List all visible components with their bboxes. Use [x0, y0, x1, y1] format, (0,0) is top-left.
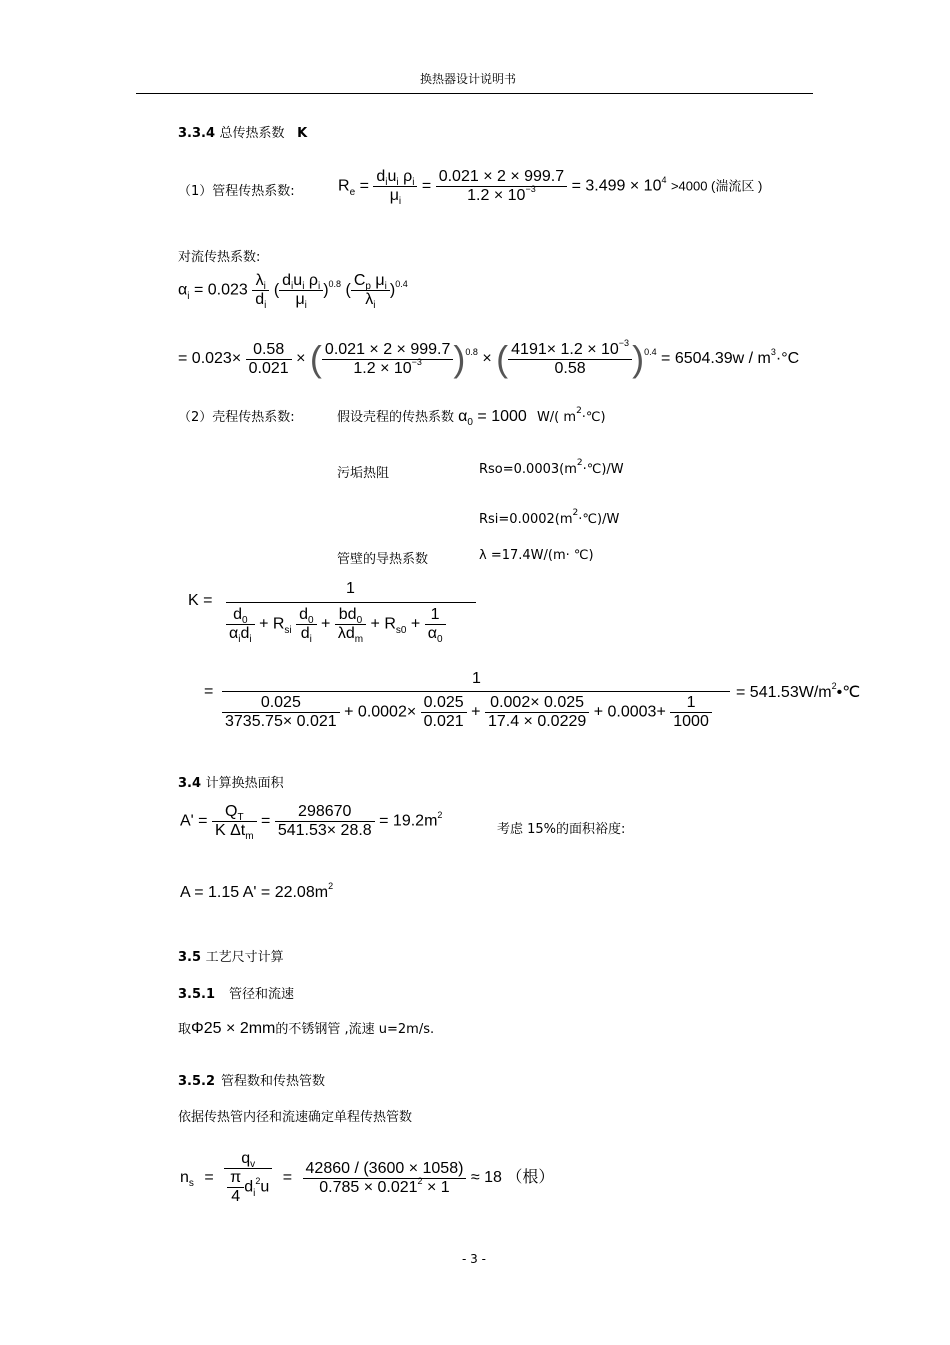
tube-count-formula: $n_s$ = $q_v$ $\frac{\pi}{4}$ $d_i^2u$ = $\frac{42860 / (3600 \times 1058)}{0.785 \times 0.021^2 \times 1}$ ≈ 18 （根） [180, 1150, 555, 1205]
section-3-5-heading: 3.5 工艺尺寸计算 [178, 950, 284, 965]
k-fraction-bar [226, 602, 476, 603]
section-title: 总传热系数 [219, 126, 285, 141]
tube-side-label: （1）管程传热系数: [178, 184, 295, 199]
alpha-i-numeric: = 0.023× $\frac{0.58}{0.021}$ × ( $\frac{0.021 \times 2 \times 999.7}{1.2 \times 10^{-3}}$ )$^{0.8}$ × ( $\frac{4191\times 1.2 \times 10^{-3}}{0.58}$ )$^{0.4} = 6504.39w / m^3\cdot^\circ C$ [178, 337, 800, 379]
page-header-title: 换热器设计说明书 [420, 72, 517, 86]
alpha-i-formula: $\alpha_i = 0.023$ $\frac{\lambda_i}{d_i}$ ( $\frac{d_iu_i \rho_i}{\mu_i}$ )$^{0.8}$ ( $\frac{C_p \mu_i}{\lambda_i}$ )$^{0.4}$ [178, 272, 408, 311]
area-formula: A' = $\frac{Q_T}{K \Delta t_m}$ = $\frac{298670}{541.53\times 28.8}$ = $19.2m^2$ [180, 803, 443, 842]
section-symbol: K [297, 126, 308, 141]
re-symbol: R [338, 177, 350, 195]
tube-spec-text: 取Φ25 × 2mm的不锈钢管 ,流速 u=2m/s. [178, 1020, 435, 1037]
section-3-5-1-heading: 3.5.1 管径和流速 [178, 987, 295, 1002]
rsi-value: $Rsi=0.0002(m^2\cdot℃)/W$ [479, 508, 620, 527]
rso-value: $Rso=0.0003(m^2\cdot℃)/W$ [479, 458, 624, 477]
area-margin-note: 考虑 15%的面积裕度: [497, 822, 626, 837]
re-result: = 3.499 × 10 [571, 177, 662, 195]
wall-conductivity-value: λ =17.4W/(m· ℃) [479, 548, 594, 563]
re-definition-fraction: $\frac{d_iu_i \rho_i}{\mu_i}$ [373, 168, 417, 205]
re-regime: >4000 (湍流区 ) [670, 178, 763, 194]
kvalue-result: = $541.53W/m^2•℃$ [736, 681, 861, 701]
section-3-3-4-heading [178, 122, 307, 141]
page-number: - 3 - [462, 1252, 486, 1266]
shell-assumption: 假设壳程的传热系数 $\alpha_0 = 1000$ W/( $m^2\cdot℃$) [337, 406, 606, 428]
k-numerator: 1 [346, 580, 355, 597]
re-subscript: e [349, 186, 356, 198]
kvalue-numerator: 1 [472, 670, 481, 687]
wall-conductivity-label: 管壁的导热系数 [337, 552, 429, 567]
k-denominator: $\frac{d_0}{\alpha_id_i}$ + $R_{si}$ $\frac{d_0}{d_i}$ + $\frac{bd_0}{\lambda d_m}$ + $R_{s0}$ + $\frac{1}{\alpha_0}$ [226, 606, 446, 643]
section-number: 3.3.4 [178, 126, 216, 141]
re-value-fraction: $\frac{0.021 \times 2 \times 999.7}{1.2 \times 10^{-3}}$ [436, 168, 567, 205]
section-3-5-2-heading: 3.5.2 管程数和传热管数 [178, 1074, 326, 1089]
area-final: A = 1.15 $A' = 22.08m^2$ [180, 881, 334, 901]
shell-side-label: （2）壳程传热系数: [178, 410, 295, 425]
kvalue-fraction-bar [222, 691, 730, 692]
k-symbol: K = [188, 592, 213, 609]
header-rule [136, 93, 813, 94]
fouling-label: 污垢热阻 [337, 466, 390, 481]
kvalue-eq: = [204, 683, 214, 700]
section-3-4-heading: 3.4 计算换热面积 [178, 776, 284, 791]
reynolds-formula: $R_e$ = $\frac{d_iu_i \rho_i}{\mu_i}$ = $\frac{0.021 \times 2 \times 999.7}{1.2 \times 10^{-3}}$ = $3.499 \times 10^4 >4000$ (湍流区 ) [338, 168, 763, 207]
convection-label: 对流传热系数: [178, 250, 261, 265]
kvalue-denominator: $\frac{0.025}{3735.75\times 0.021}$ + 0.0002× $\frac{0.025}{0.021}$ + $\frac{0.002\times 0.025}{17.4 \times 0.0229}$ + 0.0003+ $\frac{1}{1000}$ [222, 694, 712, 731]
tube-count-text: 依据传热管内径和流速确定单程传热管数 [178, 1110, 413, 1125]
